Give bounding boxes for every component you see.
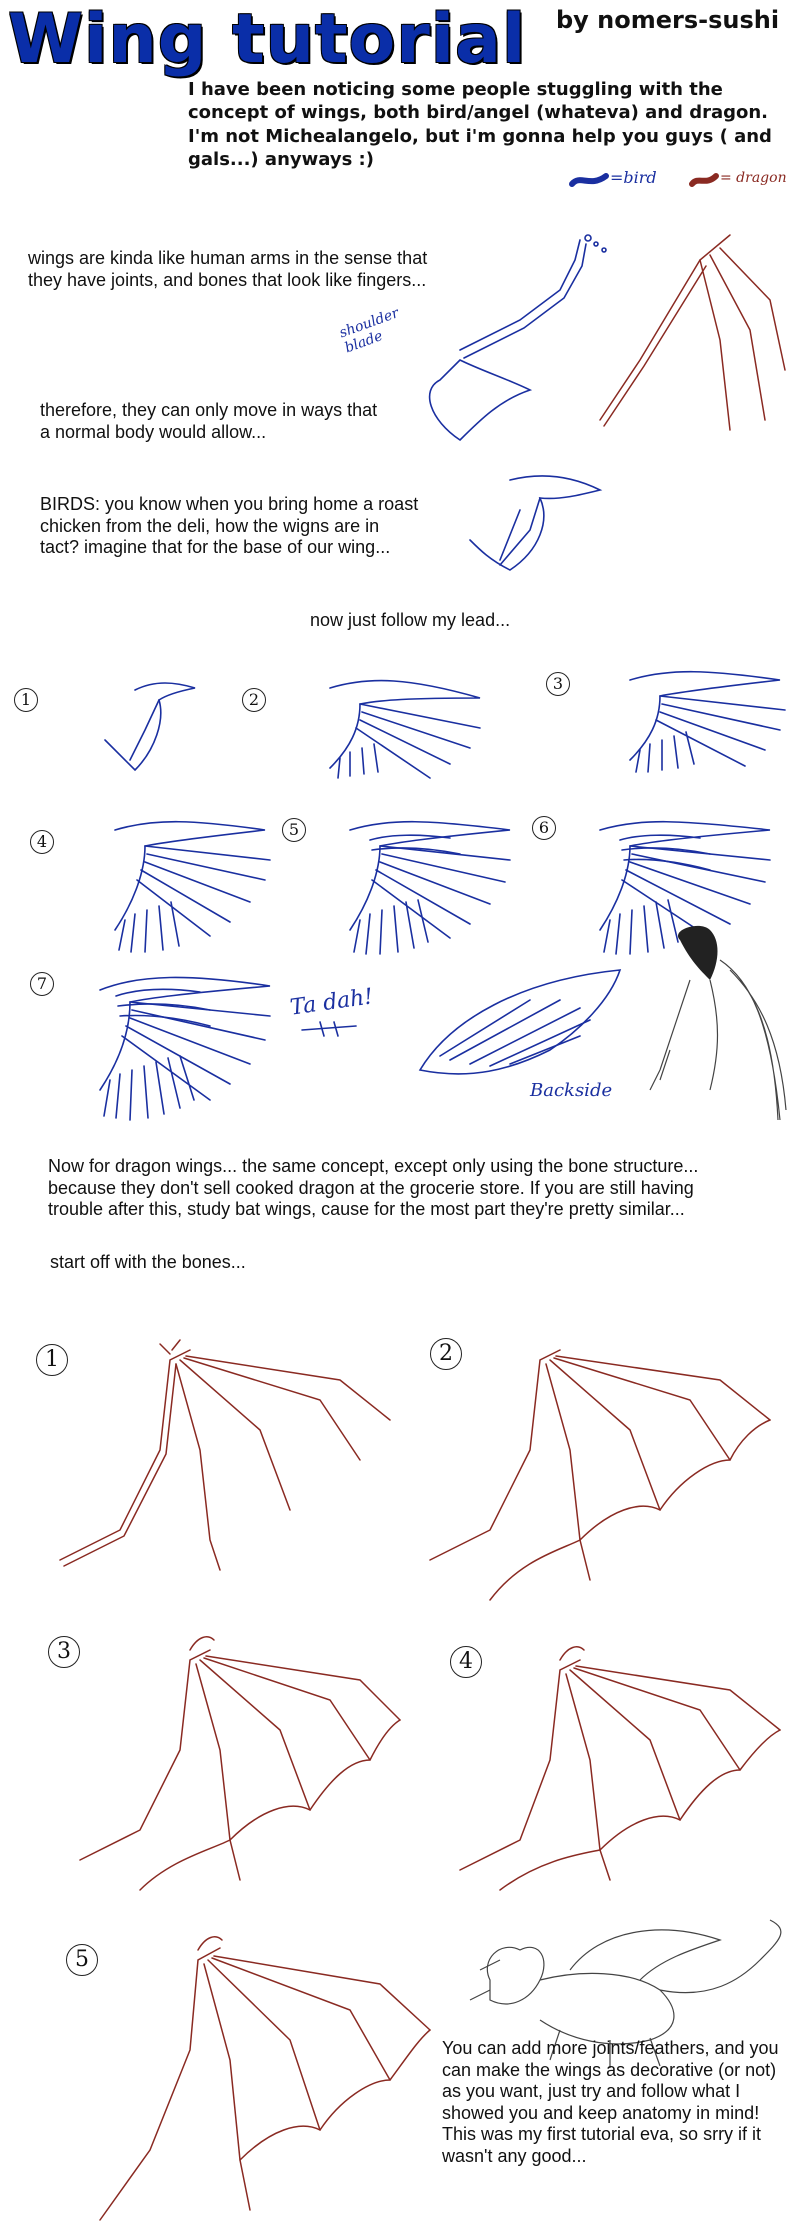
- note-birds: BIRDS: you know when you bring home a roast chicken from the deli, how the wigns are in tact? imagine that for the base of our wing...: [40, 494, 419, 558]
- note-follow: now just follow my lead...: [310, 610, 511, 630]
- note-bones: start off with the bones...: [50, 1252, 246, 1272]
- shoulder-blade-label: shoulder blade: [337, 305, 402, 357]
- bird-legend-label: =bird: [610, 168, 657, 187]
- note-dragon-intro: Now for dragon wings... the same concept, except only using the bone structure... because they don't sell cooked dragon at the grocerie store. If you are still having trouble after this, study bat wings, cause for the most part they're pretty similar...: [48, 1156, 699, 1220]
- author-credit: by nomers-sushi: [556, 6, 780, 34]
- bird-step-number: 3: [546, 672, 570, 696]
- bird-step-number: 7: [30, 972, 54, 996]
- dragon-step-1-sketch: [60, 1330, 400, 1570]
- backside-caption: Backside: [530, 1080, 613, 1101]
- dragon-legend-label: = dragon: [720, 170, 787, 186]
- bird-step-5-sketch: [310, 810, 520, 960]
- note-arms: wings are kinda like human arms in the sense that they have joints, and bones that look like fingers...: [28, 248, 428, 290]
- page-title: Wing tutorial: [8, 0, 527, 79]
- dragon-step-2-sketch: [430, 1330, 780, 1610]
- winged-figure-sketch: [640, 920, 790, 1130]
- dragon-step-4-sketch: [460, 1640, 790, 1890]
- dragon-arm-bone-sketch: [580, 220, 790, 460]
- bird-step-2-sketch: [290, 668, 490, 788]
- bird-color-swatch: [570, 170, 610, 190]
- dragon-step-number: 4: [450, 1646, 482, 1678]
- intro-text: I have been noticing some people stuggling with the concept of wings, both bird/angel (whateva) and dragon. I'm not Michealangelo, but i'm gonna help you guys ( and gals...) anyways :): [188, 79, 772, 171]
- bird-step-4-sketch: [75, 810, 275, 960]
- bird-step-number: 1: [14, 688, 38, 712]
- tadah-caption: Ta dah!: [288, 984, 375, 1021]
- bird-step-7-sketch: [60, 960, 280, 1130]
- bird-step-number: 4: [30, 830, 54, 854]
- tadah-underline: [300, 1020, 360, 1040]
- dragon-step-number: 2: [430, 1338, 462, 1370]
- bird-step-number: 5: [282, 818, 306, 842]
- dragon-step-number: 1: [36, 1344, 68, 1376]
- note-closing: You can add more joints/feathers, and you can make the wings as decorative (or not) as you want, just try and follow what I showed you and keep anatomy in mind! This was my first tutorial eva, so srry if it wasn't any good...: [442, 2038, 779, 2166]
- wing-base-sketch: [460, 470, 630, 600]
- note-move: therefore, they can only move in ways that a normal body would allow...: [40, 400, 378, 442]
- dragon-step-3-sketch: [80, 1630, 410, 1890]
- bird-step-3-sketch: [590, 660, 790, 780]
- dragon-color-swatch: [690, 170, 720, 190]
- dragon-step-5-sketch: [80, 1930, 440, 2230]
- bird-step-1-sketch: [95, 670, 205, 780]
- bird-step-number: 2: [242, 688, 266, 712]
- dragon-step-number: 3: [48, 1636, 80, 1668]
- dragon-step-number: 5: [66, 1944, 98, 1976]
- bird-backside-sketch: [410, 960, 630, 1100]
- bird-step-number: 6: [532, 816, 556, 840]
